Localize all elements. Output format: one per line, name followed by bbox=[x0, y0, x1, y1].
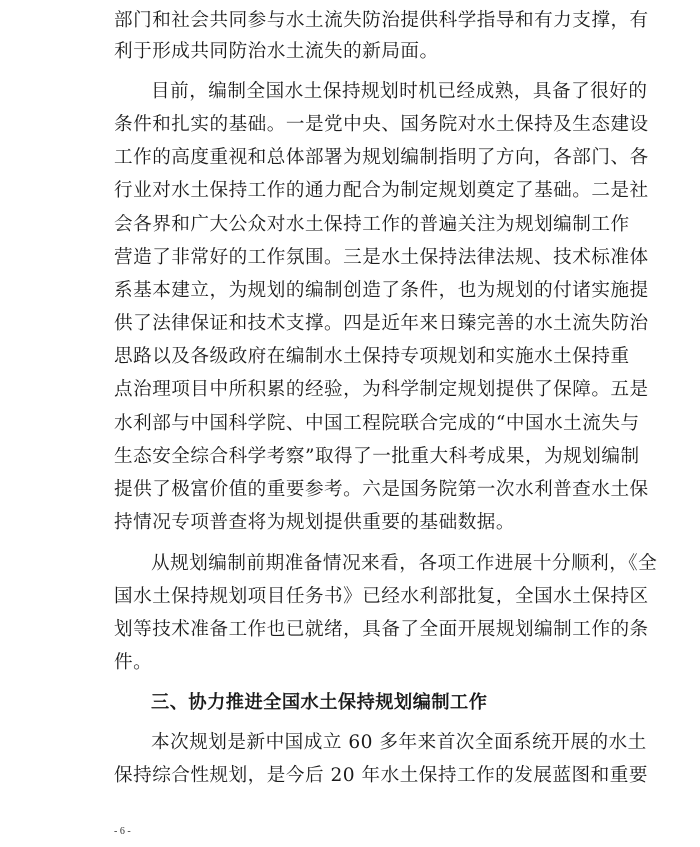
paragraph-2-line-3: 工作的高度重视和总体部署为规划编制指明了方向，各部门、各 bbox=[114, 147, 649, 168]
paragraph-2-line-2: 条件和扎实的基础。一是党中央、国务院对水土保持及生态建设 bbox=[114, 114, 649, 135]
paragraph-1-line-1: 部门和社会共同参与水土流失防治提供科学指导和有力支撑，有 bbox=[114, 10, 649, 31]
closing-line-1: 本次规划是新中国成立 60 多年来首次全面系统开展的水土 bbox=[151, 732, 647, 753]
paragraph-3-line-4: 件。 bbox=[114, 652, 153, 673]
paragraph-2-line-5: 会各界和广大公众对水土保持工作的普遍关注为规划编制工作 bbox=[114, 214, 630, 235]
paragraph-2-line-10: 点治理项目中所积累的经验，为科学制定规划提供了保障。五是 bbox=[114, 379, 649, 400]
paragraph-2-line-1: 目前，编制全国水土保持规划时机已经成熟，具备了很好的 bbox=[151, 81, 648, 102]
paragraph-2-line-4: 行业对水土保持工作的通力配合为制定规划奠定了基础。二是社 bbox=[114, 180, 649, 201]
paragraph-3-line-2: 国水土保持规划项目任务书》已经水利部批复，全国水土保持区 bbox=[114, 586, 649, 607]
paragraph-2-line-7: 系基本建立，为规划的编制创造了条件，也为规划的付诸实施提 bbox=[114, 280, 649, 301]
section-heading: 三、协力推进全国水土保持规划编制工作 bbox=[151, 692, 488, 713]
paragraph-1-line-2: 利于形成共同防治水土流失的新局面。 bbox=[114, 41, 439, 62]
page-number: - 6 - bbox=[114, 826, 131, 837]
closing-line-2: 保持综合性规划，是今后 20 年水土保持工作的发展蓝图和重要 bbox=[114, 765, 648, 786]
paragraph-2-line-9: 思路以及各级政府在编制水土保持专项规划和实施水土保持重 bbox=[114, 346, 630, 367]
paragraph-2-line-14: 持情况专项普查将为规划提供重要的基础数据。 bbox=[114, 512, 515, 533]
paragraph-3-line-1: 从规划编制前期准备情况来看，各项工作进展十分顺利，《全 bbox=[151, 553, 658, 574]
paragraph-3-line-3: 划等技术准备工作也已就绪，具备了全面开展规划编制工作的条 bbox=[114, 619, 649, 640]
paragraph-2-line-11: 水利部与中国科学院、中国工程院联合完成的“中国水土流失与 bbox=[114, 413, 640, 434]
paragraph-2-line-13: 提供了极富价值的重要参考。六是国务院第一次水利普查水土保 bbox=[114, 479, 649, 500]
paragraph-2-line-8: 供了法律保证和技术支撑。四是近年来日臻完善的水土流失防治 bbox=[114, 313, 649, 334]
paragraph-2-line-6: 营造了非常好的工作氛围。三是水土保持法律法规、技术标准体 bbox=[114, 247, 649, 268]
paragraph-2-line-12: 生态安全综合科学考察”取得了一批重大科考成果，为规划编制 bbox=[114, 446, 640, 467]
